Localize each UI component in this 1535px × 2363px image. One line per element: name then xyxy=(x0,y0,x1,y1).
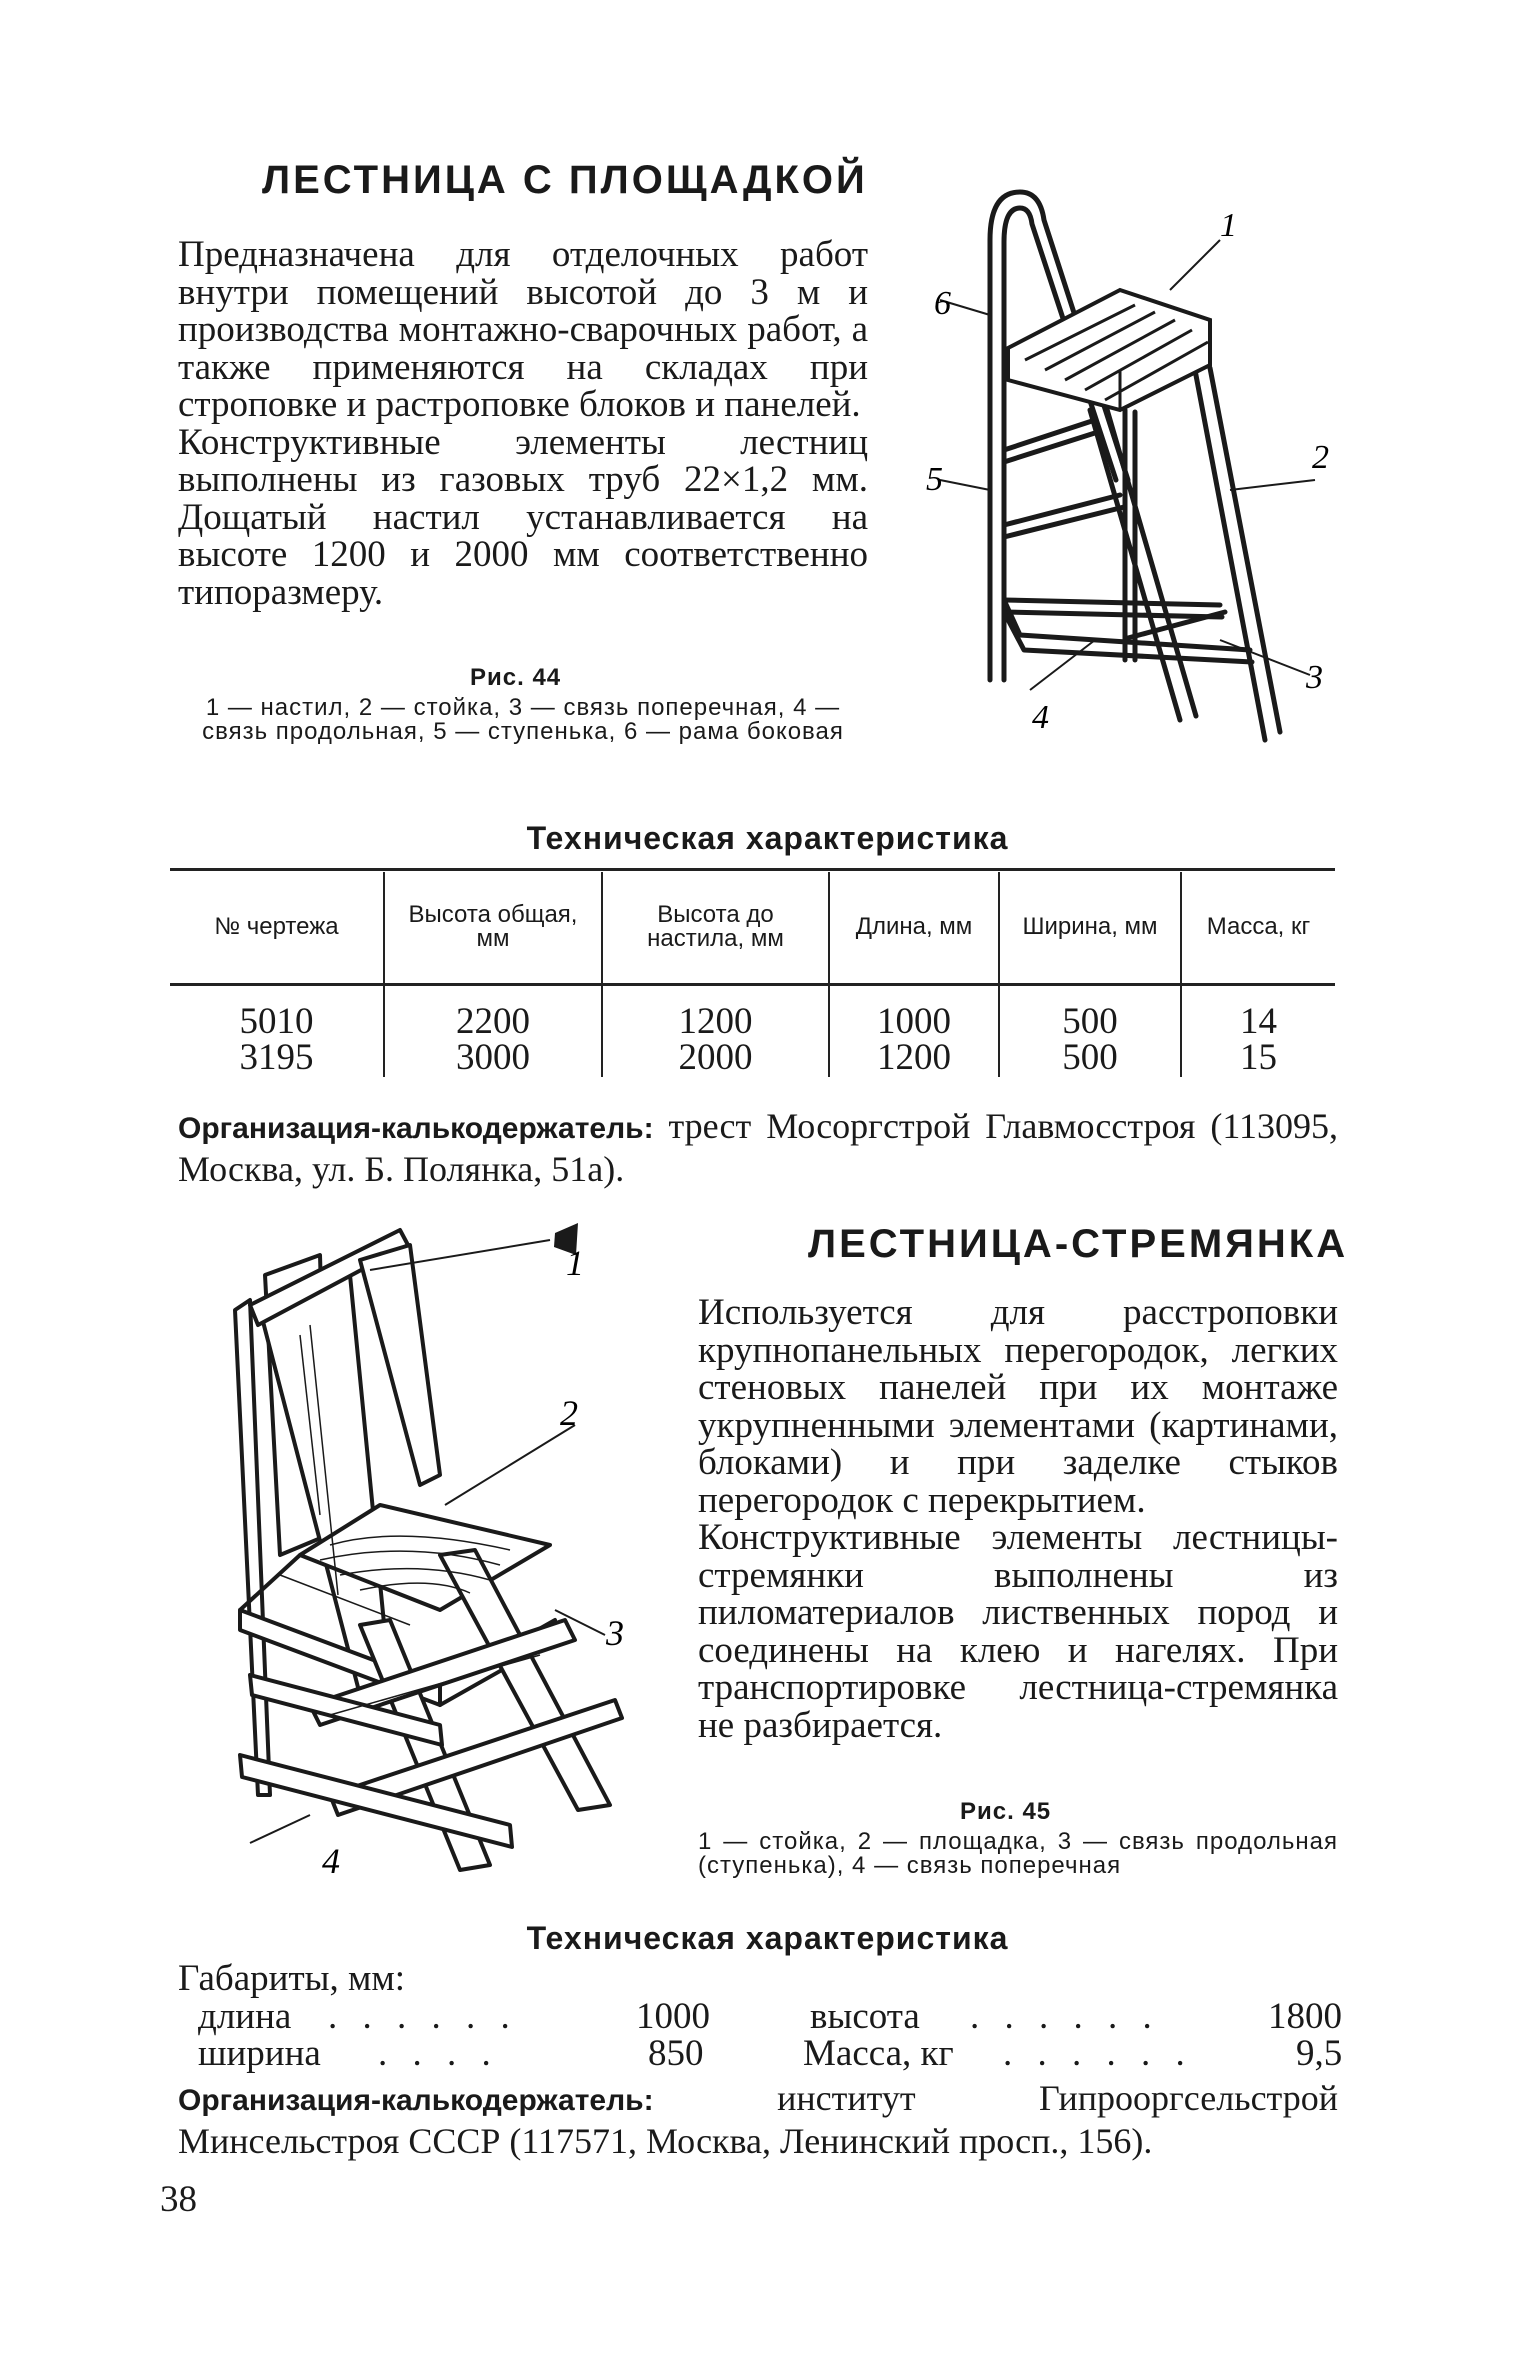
col-header: № чертежа xyxy=(214,913,339,940)
section1-organization xyxy=(178,1106,1338,1189)
table-45-title: Техническая характеристика xyxy=(526,1920,1009,1956)
leader-dots: . . . . xyxy=(378,2032,499,2074)
cell-value: 5010 xyxy=(239,1001,314,1042)
section2-title: ЛЕСТНИЦА-СТРЕМЯНКА xyxy=(808,1222,1349,1266)
leader-dots: . . . . . . xyxy=(328,1995,518,2037)
figure-45-title: Рис. 45 xyxy=(960,1798,1052,1825)
fig44-label-6: 6 xyxy=(934,285,951,322)
table-44-title: Техническая характеристика xyxy=(526,820,1009,856)
section1-title: ЛЕСТНИЦА С ПЛОЩАДКОЙ xyxy=(262,158,868,202)
height-value: 1800 xyxy=(1268,1995,1342,2037)
cell-value: 3000 xyxy=(456,1037,530,1078)
table-cell xyxy=(999,982,1181,1077)
dimensions-block xyxy=(178,1958,1343,2074)
cell-value: 1200 xyxy=(877,1037,951,1078)
cell-value: 14 xyxy=(1240,1001,1277,1042)
section1-paragraph-1: Предназначена для отделочных работ внутри помещений высотой до 3 м и производства монтажно-сварочных работ, а также применяются на складах при строповке и растроповке блоков и панелей. xyxy=(178,234,868,425)
section2-organization xyxy=(178,2078,1338,2161)
cell-value: 1200 xyxy=(678,1001,753,1042)
figure-45-stepladder-drawing xyxy=(210,1215,680,1895)
cell-value: 500 xyxy=(1062,1001,1118,1042)
section1-text xyxy=(178,236,868,611)
org-label: Организация-калькодержатель: xyxy=(178,2084,654,2117)
leader-dots: . . . . . . xyxy=(1003,2032,1193,2074)
figure-45-caption: 1 — стойка, 2 — площадка, 3 — связь продольная (ступенька), 4 — связь поперечная xyxy=(698,1828,1338,1879)
height-label: высота xyxy=(810,1995,920,2037)
width-value: 850 xyxy=(648,2032,704,2074)
dims-row-2 xyxy=(178,2032,1343,2074)
table-cell xyxy=(170,982,384,1077)
fig44-label-3: 3 xyxy=(1306,659,1323,696)
figure-44-caption: 1 — настил, 2 — стойка, 3 — связь поперечная, 4 — связь продольная, 5 — ступенька, 6 — рама боковая xyxy=(202,694,844,745)
dims-label: Габариты, мм: xyxy=(178,1958,406,1999)
cell-value: 3195 xyxy=(239,1037,314,1078)
section1-paragraph-2: Конструктивные элементы лестниц выполнены из газовых труб 22×1,2 мм. Дощатый настил устанавливается на высоте 1200 и 2000 мм соответственно типоразмеру. xyxy=(178,421,868,613)
cell-value: 2200 xyxy=(456,1001,530,1042)
org-text: институт Гипрооргсельстрой Минсельстроя СССР (117571, Москва, Ленинский просп., 156). xyxy=(178,2078,1338,2161)
page-number: 38 xyxy=(160,2179,197,2220)
figure-44-ladder-drawing xyxy=(920,180,1340,800)
org-text: трест Мосоргстрой Главмосстроя (113095, Москва, ул. Б. Полянка, 51а). xyxy=(178,1106,1338,1189)
col-header: Масса, кг xyxy=(1181,872,1335,982)
figure-44-title: Рис. 44 xyxy=(470,664,562,691)
table-cell xyxy=(829,982,999,1077)
section2-paragraph-1: Используется для расстроповки крупнопанельных перегородок, легких стеновых панелей при их монтаже укрупненными элементами (картинами, блоками) и при заделке стыков перегородок с перекрытием. xyxy=(698,1292,1338,1521)
leader-dots: . . . . . . xyxy=(970,1995,1160,2037)
fig44-label-2: 2 xyxy=(1312,439,1329,476)
length-value: 1000 xyxy=(636,1995,710,2037)
cell-value: 15 xyxy=(1240,1037,1277,1078)
col-header: Длина, мм xyxy=(829,872,999,982)
section2-paragraph-2: Конструктивные элементы лестницы-стремянки выполнены из пиломатериалов лиственных пород и соединены на клею и нагелях. При транспортировке лестница-стремянка не разбирается. xyxy=(698,1517,1338,1746)
fig45-label-1: 1 xyxy=(566,1243,584,1283)
length-label: длина xyxy=(198,1995,292,2037)
dims-row-1 xyxy=(178,1995,1342,2037)
mass-label: Масса, кг xyxy=(803,2032,954,2074)
spec-table xyxy=(170,872,1335,1077)
fig45-label-3: 3 xyxy=(606,1613,624,1653)
col-header: Высота общая, мм xyxy=(384,872,602,982)
cell-value: 2000 xyxy=(678,1037,753,1078)
table-row xyxy=(170,982,1335,1077)
table-cell xyxy=(1181,982,1335,1077)
fig44-label-4: 4 xyxy=(1032,699,1049,736)
fig45-label-4: 4 xyxy=(322,1841,340,1881)
col-header: Высота до настила, мм xyxy=(602,872,829,982)
col-header: Ширина, мм xyxy=(999,872,1181,982)
mass-value: 9,5 xyxy=(1296,2032,1343,2074)
section2-text xyxy=(698,1294,1338,1744)
table-header-row xyxy=(170,872,1335,982)
fig44-label-5: 5 xyxy=(926,461,943,498)
table-top-rule xyxy=(170,868,1335,871)
fig45-label-2: 2 xyxy=(560,1393,578,1433)
cell-value: 1000 xyxy=(877,1001,951,1042)
table-cell xyxy=(602,982,829,1077)
cell-value: 500 xyxy=(1062,1037,1118,1078)
fig44-label-1: 1 xyxy=(1220,207,1237,244)
width-label: ширина xyxy=(198,2032,321,2074)
table-cell xyxy=(384,982,602,1077)
org-label: Организация-калькодержатель: xyxy=(178,1112,654,1145)
